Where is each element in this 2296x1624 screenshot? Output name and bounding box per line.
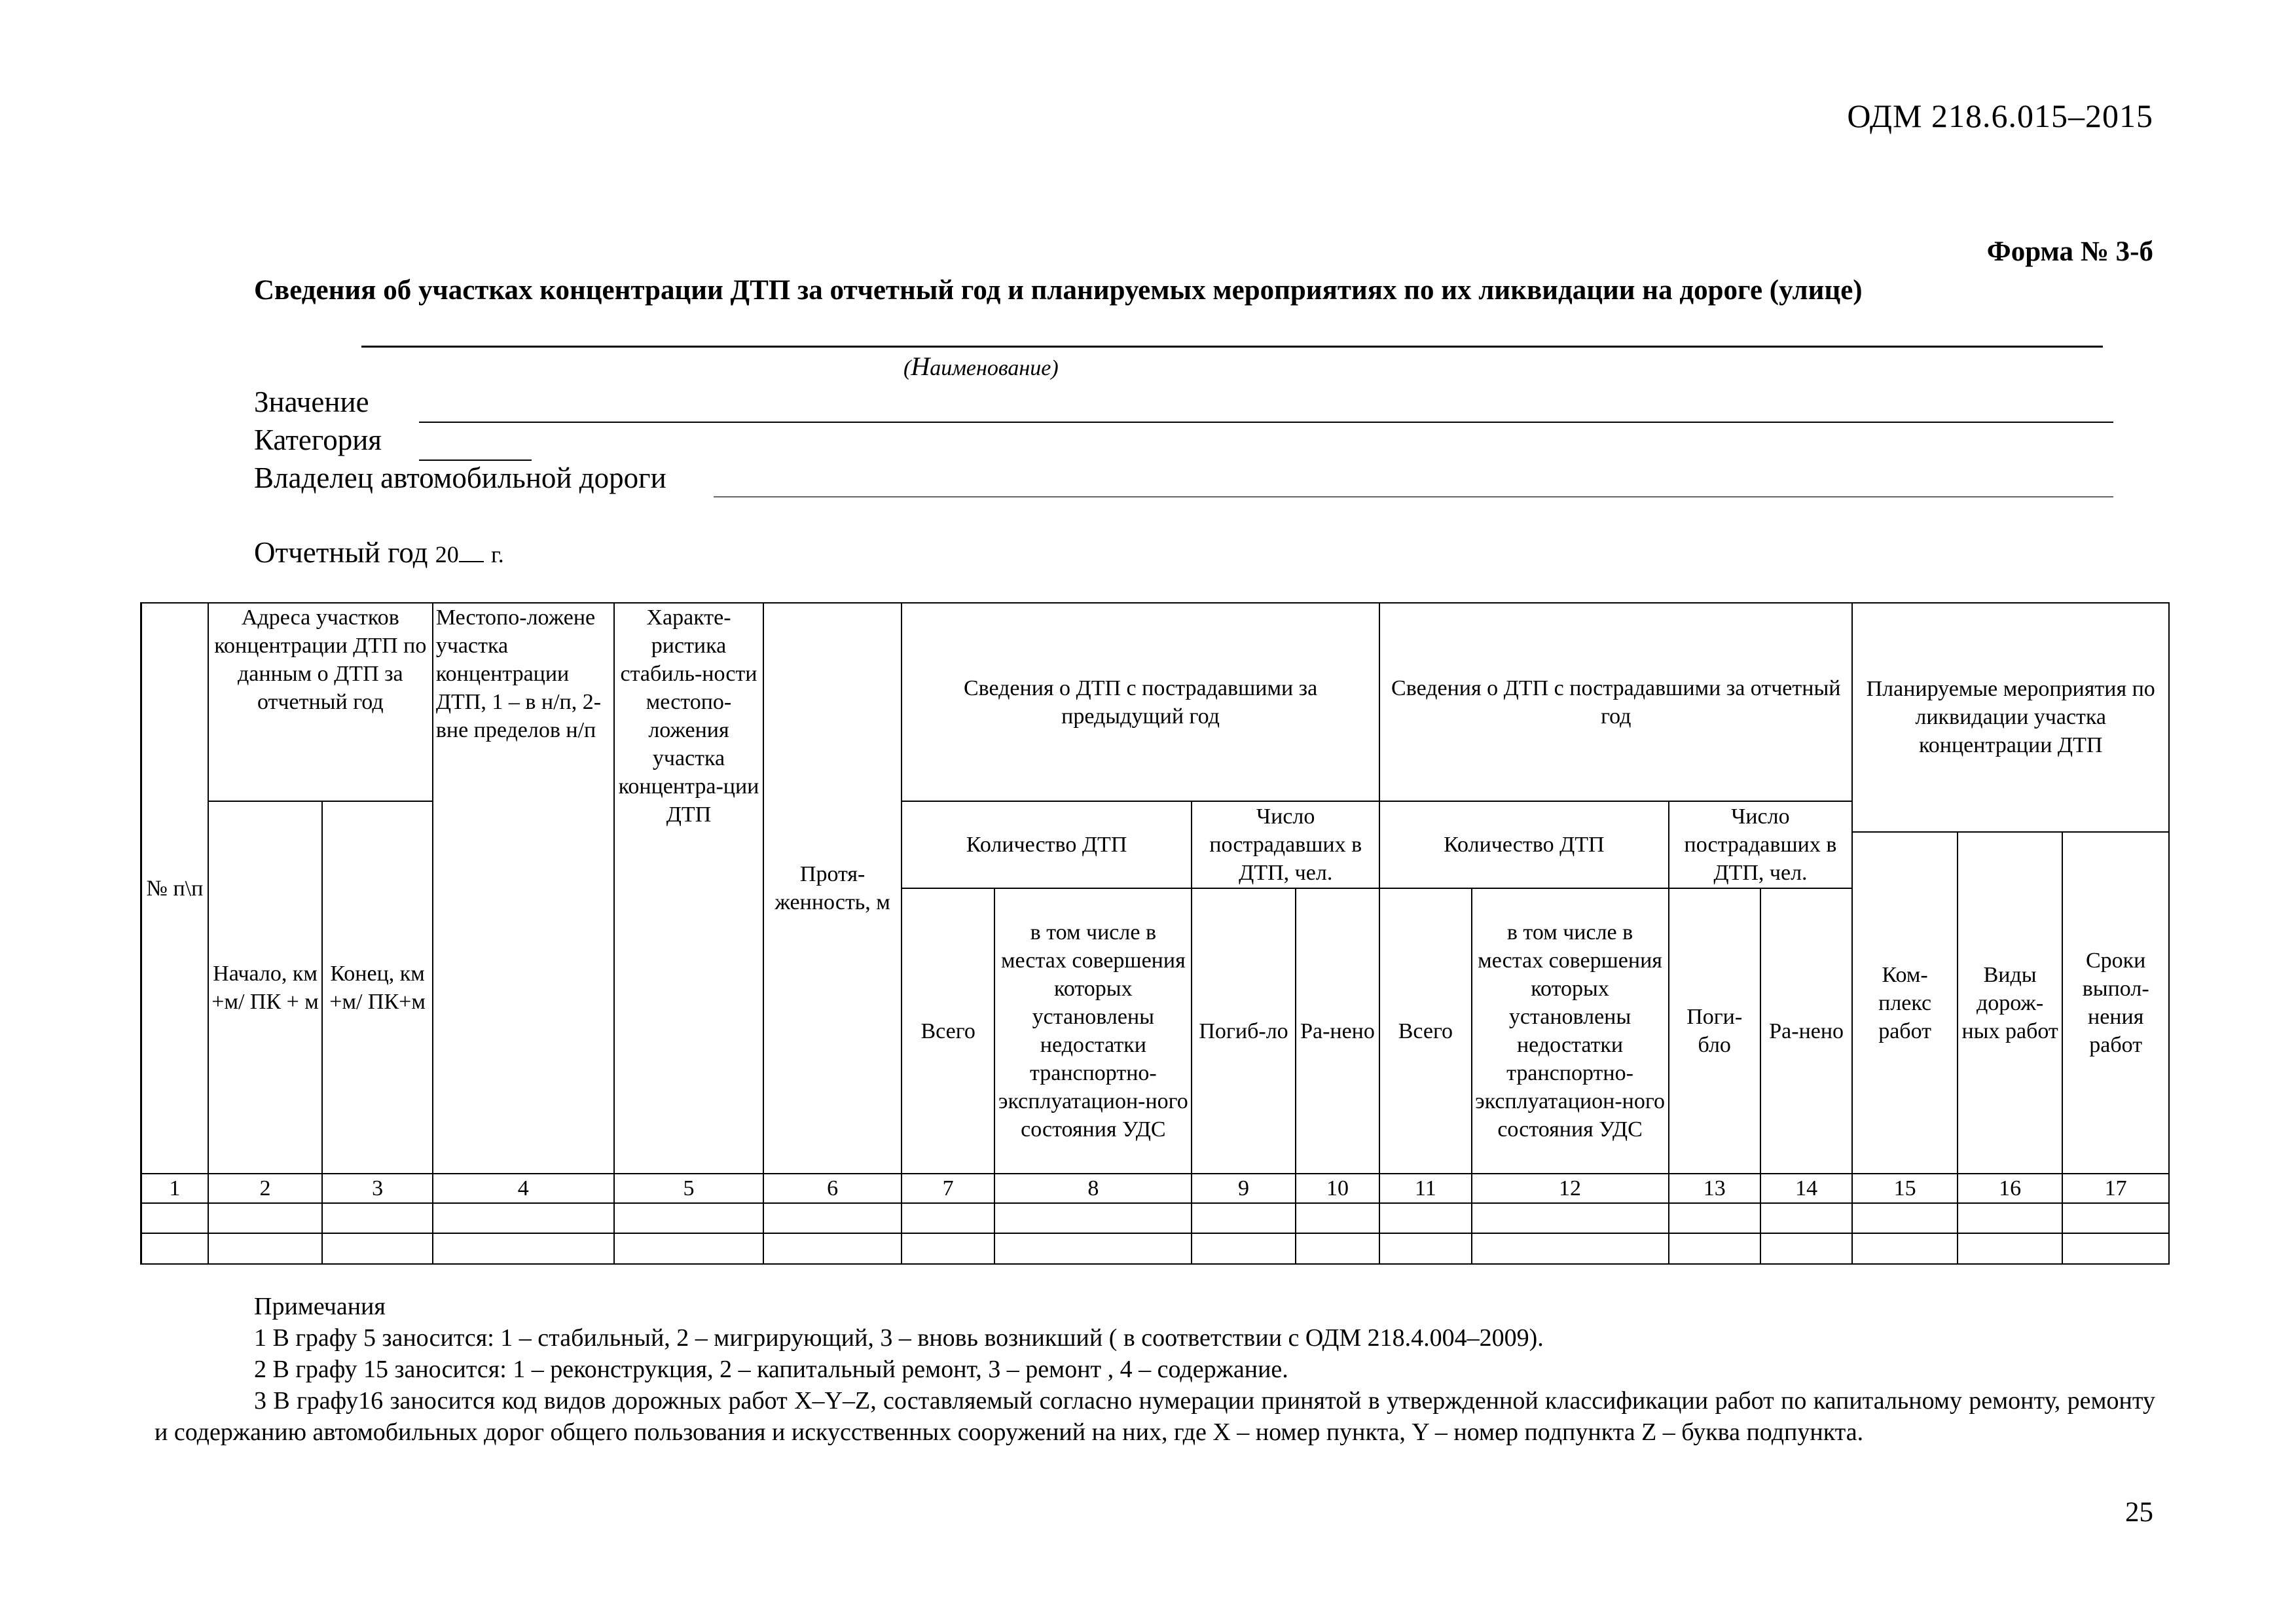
table-cell[interactable]	[433, 1233, 614, 1264]
header-prev-year: Сведения о ДТП с пострадавшими за предыдущий год	[902, 603, 1379, 801]
table-cell[interactable]	[1852, 1233, 1957, 1264]
reporting-year-label: Отчетный год	[254, 536, 428, 569]
header-prev-including: в том числе в местах совершения которых установлены недостатки транспортно-эксплуатацион-ного состояния УДС	[994, 888, 1192, 1174]
table-cell[interactable]	[1958, 1233, 2062, 1264]
page-number: 25	[2125, 1497, 2153, 1528]
category-label: Категория	[254, 424, 382, 456]
header-curr-killed: Поги-бло	[1669, 888, 1760, 1174]
header-curr-including: в том числе в местах совершения которых установлены недостатки транспортно-эксплуатацион-ного состояния УДС	[1472, 888, 1669, 1174]
value-label: Значение	[254, 386, 369, 418]
column-number: 9	[1192, 1174, 1295, 1202]
header-length: Протя-женность, м	[763, 603, 902, 1174]
header-num: № п\п	[141, 603, 208, 1174]
header-prev-killed: Погиб-ло	[1192, 888, 1295, 1174]
column-number: 2	[208, 1174, 323, 1202]
column-number: 11	[1379, 1174, 1471, 1202]
table-cell[interactable]	[1958, 1203, 2062, 1234]
table-cell[interactable]	[1296, 1233, 1379, 1264]
column-number: 15	[1852, 1174, 1957, 1202]
table-cell[interactable]	[1472, 1233, 1669, 1264]
header-prev-injured: Ра-нено	[1296, 888, 1379, 1174]
table-cell[interactable]	[1379, 1203, 1471, 1234]
column-numbers-row	[141, 1174, 2170, 1202]
value-field-line[interactable]	[419, 422, 2113, 423]
note-2: 2 В графу 15 заносится: 1 – реконструкция, 2 – капитальный ремонт, 3 – ремонт , 4 – содержание.	[254, 1356, 1288, 1383]
header-curr-total: Всего	[1379, 888, 1471, 1174]
column-number: 3	[322, 1174, 433, 1202]
notes-heading: Примечания	[254, 1293, 386, 1320]
table-cell[interactable]	[208, 1233, 323, 1264]
header-planned: Планируемые мероприятия по ликвидации участка концентрации ДТП	[1852, 603, 2169, 832]
reporting-year-suffix: г.	[491, 541, 504, 568]
header-curr-victims: Число пострадавших в ДТП, чел.	[1669, 801, 1853, 888]
road-name-underline[interactable]	[361, 346, 2103, 348]
header-curr-count: Количество ДТП	[1379, 801, 1668, 888]
header-end: Конец, км +м/ ПК+м	[322, 801, 433, 1174]
form-title: Сведения об участках концентрации ДТП за отчетный год и планируемых мероприятиях по их ликвидации на дороге (улице)	[254, 275, 1863, 306]
column-number: 4	[433, 1174, 614, 1202]
column-number: 6	[763, 1174, 902, 1202]
column-number: 1	[141, 1174, 208, 1202]
table-cell[interactable]	[1472, 1203, 1669, 1234]
owner-label: Владелец автомобильной дороги	[254, 461, 666, 494]
header-prev-victims: Число пострадавших в ДТП, чел.	[1192, 801, 1379, 888]
column-number: 13	[1669, 1174, 1760, 1202]
table-cell[interactable]	[614, 1203, 764, 1234]
table-cell[interactable]	[322, 1203, 433, 1234]
table-cell[interactable]	[1760, 1203, 1852, 1234]
table-cell[interactable]	[1669, 1233, 1760, 1264]
table-cell[interactable]	[763, 1203, 902, 1234]
note-1: 1 В графу 5 заносится: 1 – стабильный, 2 – мигрирующий, 3 – вновь возникший ( в соответствии с ОДМ 218.4.004–2009).	[254, 1324, 1544, 1352]
form-number: Форма № 3-б	[1986, 236, 2153, 267]
header-stability: Характе-ристика стабиль-ности местопо-ложения участка концентра-ции ДТП	[614, 603, 764, 1174]
table-cell[interactable]	[433, 1203, 614, 1234]
table-cell[interactable]	[994, 1203, 1192, 1234]
column-number: 7	[902, 1174, 994, 1202]
column-number: 10	[1296, 1174, 1379, 1202]
table-cell[interactable]	[994, 1233, 1192, 1264]
header-location: Местопо-ложене участка концентрации ДТП, 1 – в н/п, 2- вне пределов н/п	[433, 603, 614, 1174]
reporting-year-blank[interactable]	[459, 541, 484, 562]
road-name-hint: (Наименование)	[903, 352, 1059, 381]
header-curr-injured: Ра-нено	[1760, 888, 1852, 1174]
table-cell[interactable]	[141, 1233, 208, 1264]
table-row	[141, 1233, 2170, 1264]
header-prev-total: Всего	[902, 888, 994, 1174]
header-addresses: Адреса участков концентрации ДТП по данным о ДТП за отчетный год	[208, 603, 433, 801]
table-row	[141, 1203, 2170, 1234]
column-number: 17	[2062, 1174, 2169, 1202]
table-cell[interactable]	[141, 1203, 208, 1234]
table-cell[interactable]	[1379, 1233, 1471, 1264]
owner-field-line[interactable]	[714, 496, 2113, 497]
table-cell[interactable]	[614, 1233, 764, 1264]
header-complex: Ком-плекс работ	[1852, 832, 1957, 1174]
header-curr-year: Сведения о ДТП с пострадавшими за отчетный год	[1379, 603, 1852, 801]
header-types: Виды дорож-ных работ	[1958, 832, 2062, 1174]
table-cell[interactable]	[322, 1233, 433, 1264]
column-number: 16	[1958, 1174, 2062, 1202]
table-cell[interactable]	[1669, 1203, 1760, 1234]
column-number: 5	[614, 1174, 764, 1202]
table-cell[interactable]	[902, 1203, 994, 1234]
note-3: 3 В графу16 заносится код видов дорожных работ X–Y–Z, составляемый согласно нумерации принятой в утвержденной классификации работ по капитальному ремонту, ремонту и содержанию автомобильных дорог общего пользования и искусственных сооружений на них, где X – номер пункта, Y – номер подпункта Z – буква подпункта.	[155, 1387, 2155, 1446]
reporting-year-prefix: 20	[435, 541, 459, 568]
table-cell[interactable]	[1852, 1203, 1957, 1234]
table-cell[interactable]	[902, 1233, 994, 1264]
table-cell[interactable]	[763, 1233, 902, 1264]
column-number: 8	[994, 1174, 1192, 1202]
table-cell[interactable]	[1192, 1203, 1295, 1234]
table-cell[interactable]	[2062, 1233, 2169, 1264]
column-number: 12	[1472, 1174, 1669, 1202]
table-cell[interactable]	[2062, 1203, 2169, 1234]
notes-section	[155, 1291, 2155, 1448]
header-terms: Сроки выпол-нения работ	[2062, 832, 2169, 1174]
table-cell[interactable]	[1192, 1233, 1295, 1264]
dtp-concentration-table	[140, 602, 2170, 1265]
header-start: Начало, км +м/ ПК + м	[208, 801, 323, 1174]
document-code: ОДМ 218.6.015–2015	[1847, 98, 2153, 134]
table-cell[interactable]	[1296, 1203, 1379, 1234]
reporting-year	[254, 535, 504, 569]
table-cell[interactable]	[208, 1203, 323, 1234]
header-prev-count: Количество ДТП	[902, 801, 1192, 888]
column-number: 14	[1760, 1174, 1852, 1202]
table-cell[interactable]	[1760, 1233, 1852, 1264]
